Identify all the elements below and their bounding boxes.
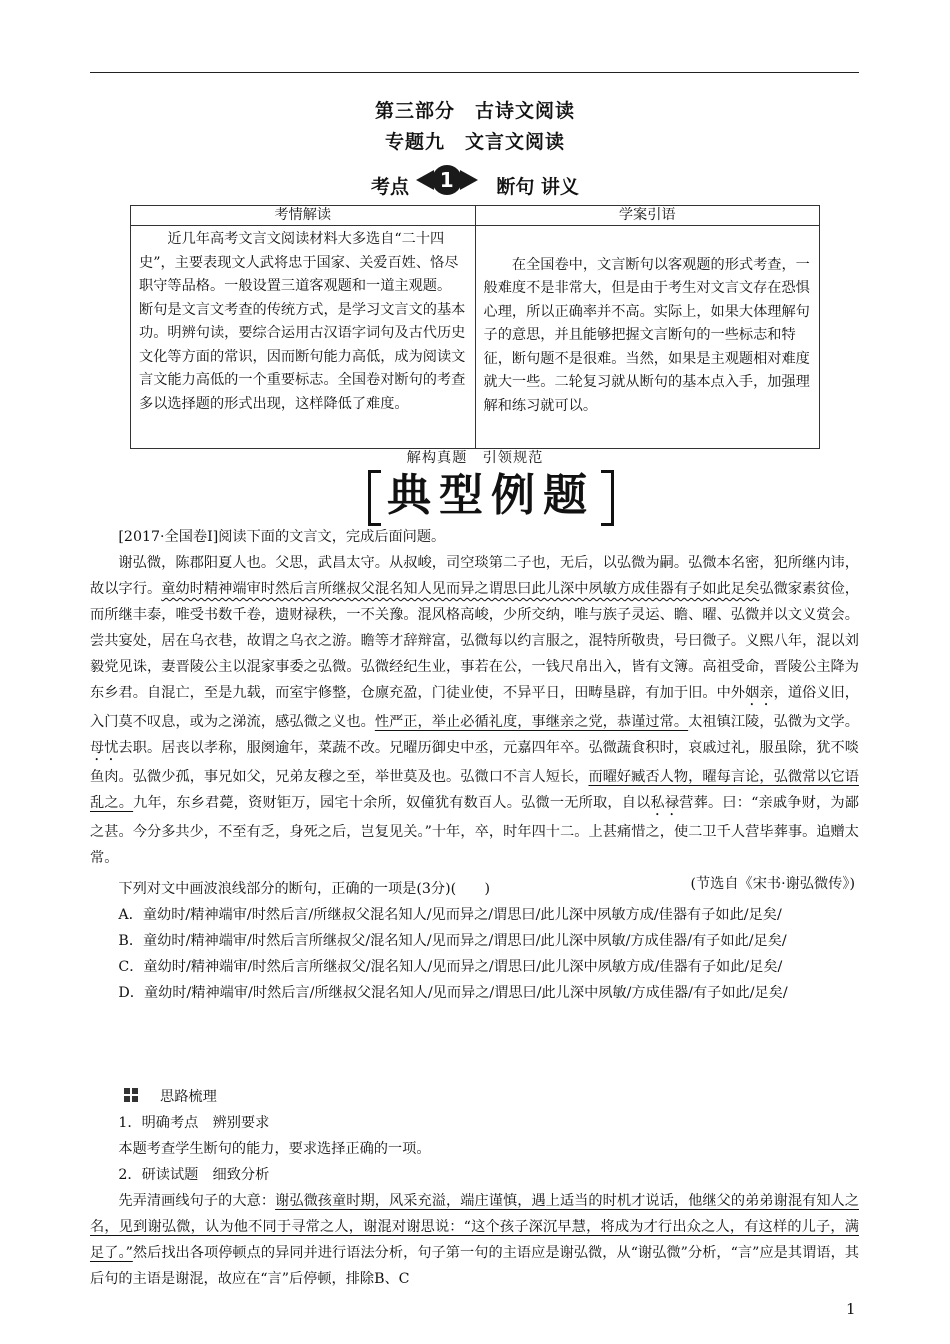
passage-source: (节选自《宋书·谢弘微传》) [690,876,855,892]
badge-wing-right-icon [460,170,478,190]
info-right-paragraph: 在全国卷中，文言断句以客观题的形式考查，一般难度不是非常大，但是由于考生对文言文存在恐惧心理，所以正确率并不高。实际上，如果大体理解句子的意思，并且能够把握文言断句的一些标志和特征，断句题不是很难。当然，如果是主观题相对难度就大一些。二轮复习就从断句的基本点入手，加强理解和练习就可以。 [483,256,810,414]
typical-example-banner [368,466,614,526]
option-c: C．童幼时/精神端审/时然后言所继叔父/混名知人/见而异之/谓思曰/此儿深中夙敏方成/佳器有子如此/足矣/ [118,959,783,975]
step1-text: 本题考查学生断句的能力，要求选择正确的一项。 [118,1141,431,1157]
underlined-sentence: 而曜好臧否人物，曜每言论，弘微常以它语乱之。 [90,769,859,811]
point-title: 断句 讲义 [496,176,579,198]
option-d: D．童幼时/精神端审/时然后言/所继叔父混名知人/见而异之/谓思曰/此儿深中夙敏/方成佳器/有子如此/足矣/ [118,985,788,1001]
analysis-heading: 思路梳理 [160,1089,217,1105]
dotted-word: 母忧 [90,740,119,756]
left-bracket-icon [368,470,381,526]
grid-icon [124,1088,138,1102]
point-number-badge: 1 [432,165,462,195]
info-left-cell [131,226,476,449]
info-left-paragraph-1: 近几年高考文言文阅读材料大多选自“二十四史”，主要表现文人武将忠于国家、关爱百姓、恪尽职守等品格。一般设置三道客观题和一道主观题。 [139,231,459,294]
step1-title: 1．明确考点 辨别要求 [118,1115,270,1131]
topic-title: 专题九 文言文阅读 [384,131,565,153]
analysis-heading-row [90,1084,859,1110]
section-subtitle: 解构真题 引领规范 [406,450,544,466]
info-right-header: 学案引语 [475,206,820,226]
header-rule [90,72,859,73]
part-title: 第三部分 古诗文阅读 [374,100,575,122]
option-b: B．童幼时/精神端审/时然后言所继叔父/混名知人/见而异之/谓思曰/此儿深中夙敏/方成佳器/有子如此/足矣/ [118,933,787,949]
dotted-word: 私禄 [650,795,680,811]
badge-wing-left-icon [416,170,434,190]
option-a: A．童幼时/精神端审/时然后言/所继叔父混名知人/见而异之/谓思曰/此儿深中夙敏方成/佳器有子如此/足矣/ [118,907,782,923]
step2-text: 先弄清画线句子的大意：谢弘微孩童时期，风采充溢，端庄谨慎，遇上适当的时机才说话，他继父的弟弟谢混有知人之名，见到谢弘微，认为他不同于寻常之人，谢混对谢思说：“这个孩子深沉早慧，将成为才行出众之人，有这样的儿子，满足了。”然后找出各项停顿点的异同并进行语法分析，句子第一句的主语应是谢弘微，从“谢弘微”分析，“言”应是其谓语，其后句的主语是谢混，故应在“言”后停顿，排除B、C [90,1193,859,1287]
banner-text: 典型例题 [387,470,595,521]
step2-title: 2．研读试题 细致分析 [118,1167,270,1183]
passage [90,524,859,897]
dotted-word: 姻亲 [745,685,774,701]
underlined-sentence: 性严正，举止必循礼度，事继亲之党，恭谨过常。 [374,714,689,730]
wavy-underlined-sentence: 童幼时精神端审时然后言所继叔父混名知人见而异之谓思曰此儿深中夙敏方成佳器有子如此足矣 [161,581,760,597]
analysis-block [90,1084,859,1292]
passage-intro: [2017·全国卷Ⅰ]阅读下面的文言文，完成后面问题。 [118,529,446,545]
right-bracket-icon [601,470,614,526]
passage-text: 谢弘微，陈郡阳夏人也。父思，武昌太守。从叔峻，司空琰第二子也，无后，以弘微为嗣。弘微本名密，犯所继内讳，故以字行。童幼时精神端审时然后言所继叔父混名知人见而异之谓思曰此儿深中夙敏方成佳器有子如此足矣弘微家素贫俭，而所继丰泰，唯受书数千卷，遗财禄秩，一不关豫。混风格高峻，少所交纳，唯与族子灵运、瞻、曜、弘微并以文义赏会。尝共宴处，居在乌衣巷，故谓之乌衣之游。瞻等才辞辩富，弘微每以约言服之，混特所敬贵，号曰微子。义熙八年，混以刘毅党见诛，妻晋陵公主以混家事委之弘微。弘微经纪生业，事若在公，一钱尺帛出入，皆有文簿。高祖受命，晋陵公主降为东乡君。自混亡，至是九载，而室宇修整，仓廪充盈，门徒业使，不异平日，田畴垦辟，有加于旧。中外姻亲，道俗义旧，入门莫不叹息，或为之涕流，感弘微之义也。性严正，举止必循礼度，事继亲之党，恭谨过常。太祖镇江陵，弘微为文学。母忧去职。居丧以孝称，服阕逾年，菜蔬不改。兄曜历御史中丞，元嘉四年卒。弘微蔬食积时，哀戚过礼，服虽除，犹不啖鱼肉。弘微少孤，事兄如父，兄弟友穆之至，举世莫及也。弘微口不言人短长，而曜好臧否人物，曜每言论，弘微常以它语乱之。九年，东乡君薨，资财钜万，园宅十余所，奴僮犹有数百人。弘微一无所取，自以私禄营葬。曰：“亲戚争财，为鄙之甚。今分多共少，不至有乏，身死之后，岂复见关。”十年，卒，时年四十二。上甚痛惜之，使二卫千人营毕葬事。追赠太常。 [90,555,859,866]
info-left-paragraph-2: 断句是文言文考查的传统方式，是学习文言文的基本功。明辨句读，要综合运用古汉语字词句及古代历史文化等方面的常识，因而断句能力高低，成为阅读文言文能力高低的一个重要标志。全国卷对断句的考查多以选择题的形式出现，这样降低了难度。 [139,301,466,412]
question-stem: 下列对文中画波浪线部分的断句，正确的一项是(3分)( ) [118,881,491,897]
point-label: 考点 [371,176,410,198]
info-right-cell [475,226,820,449]
underlined-translation: 谢弘微孩童时期，风采充溢，端庄谨慎，遇上适当的时机才说话，他继父的弟弟谢混有知人之名，见到谢弘微，认为他不同于寻常之人，谢混对谢思说：“这个孩子深沉早慧，将成为才行出众之人，有这样的儿子，满足了。” [90,1193,859,1261]
page-number: 1 [846,1300,856,1318]
exam-point-heading [0,167,950,203]
info-left-header: 考情解读 [131,206,476,226]
question-block [90,876,859,1006]
info-table [130,205,820,449]
